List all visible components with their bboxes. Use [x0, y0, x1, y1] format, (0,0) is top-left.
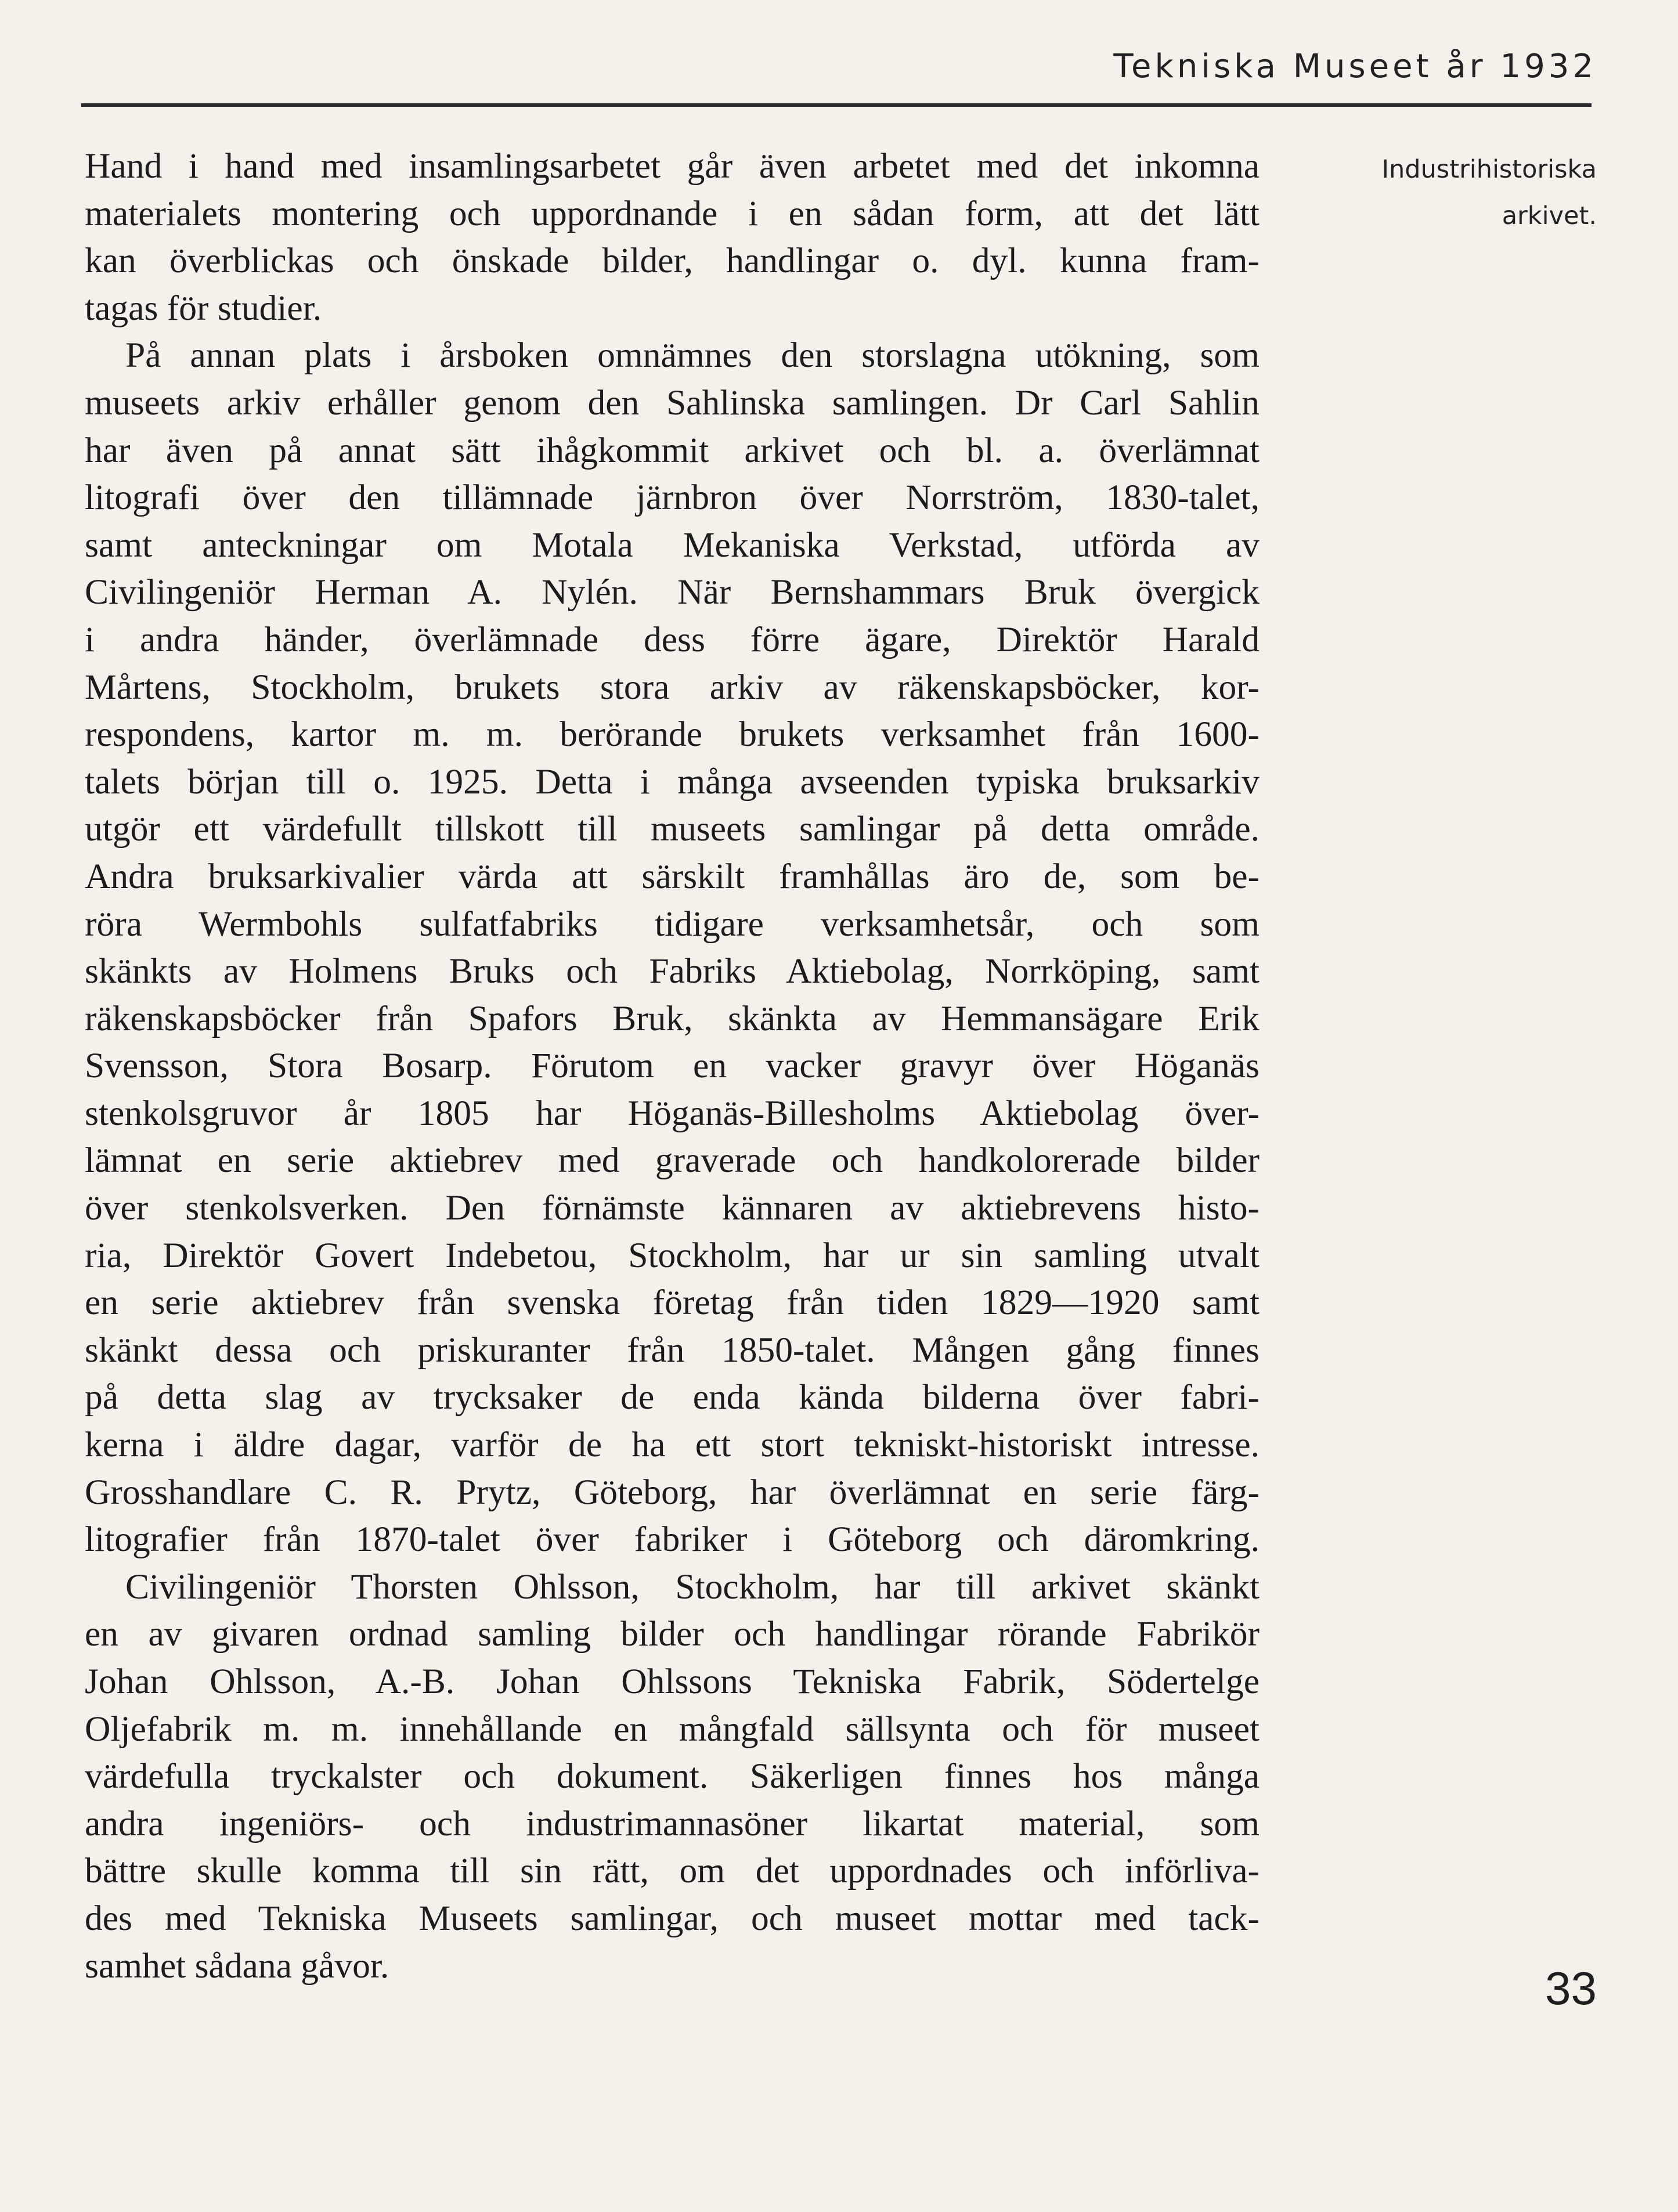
text-line: Andra bruksarkivalier värda att särskilt framhållas äro de, som be- — [85, 856, 1260, 896]
text-line: des med Tekniska Museets samlingar, och museet mottar med tack- — [85, 1898, 1260, 1938]
text-line: materialets montering och uppordnande i en sådan form, att det lätt — [85, 193, 1260, 233]
text-line: skänkt dessa och priskuranter från 1850-talet. Mången gång finnes — [85, 1330, 1260, 1370]
margin-note — [1330, 146, 1597, 239]
text-line: talets början till o. 1925. Detta i många avseenden typiska bruksarkiv — [85, 762, 1260, 802]
text-line: Hand i hand med insamlingsarbetet går även arbetet med det inkomna — [85, 146, 1260, 186]
text-line: utgör ett värdefullt tillskott till museets samlingar på detta område. — [85, 809, 1260, 849]
text-line: Civilingeniör Thorsten Ohlsson, Stockholm, har till arkivet skänkt — [125, 1567, 1260, 1607]
text-line: litografi över den tillämnade järnbron över Norrström, 1830-talet, — [85, 478, 1260, 518]
header-rule — [81, 103, 1592, 107]
text-line: skänkts av Holmens Bruks och Fabriks Aktiebolag, Norrköping, samt — [85, 951, 1260, 991]
text-line: samhet sådana gåvor. — [85, 1946, 389, 1986]
text-line: litografier från 1870-talet över fabriker i Göteborg och däromkring. — [85, 1520, 1260, 1560]
text-line: samt anteckningar om Motala Mekaniska Verkstad, utförda av — [85, 525, 1260, 565]
text-line: på detta slag av trycksaker de enda kända bilderna över fabri- — [85, 1377, 1260, 1417]
body-text — [85, 143, 1260, 1990]
text-line: över stenkolsverken. Den förnämste kännaren av aktiebrevens histo- — [85, 1188, 1260, 1228]
text-line: bättre skulle komma till sin rätt, om det uppordnades och införliva- — [85, 1851, 1260, 1891]
text-line: respondens, kartor m. m. berörande brukets verksamhet från 1600- — [85, 715, 1260, 755]
text-line: andra ingeniörs- och industrimannasöner likartat material, som — [85, 1803, 1260, 1843]
text-line: röra Wermbohls sulfatfabriks tidigare verksamhetsår, och som — [85, 904, 1260, 944]
text-line: lämnat en serie aktiebrev med graverade och handkolorerade bilder — [85, 1141, 1260, 1181]
text-line: Mårtens, Stockholm, brukets stora arkiv av räkenskapsböcker, kor- — [85, 667, 1260, 707]
running-head: Tekniska Museet år 1932 — [1113, 48, 1597, 85]
text-line: i andra händer, överlämnade dess förre ägare, Direktör Harald — [85, 619, 1260, 659]
text-line: På annan plats i årsboken omnämnes den storslagna utökning, som — [125, 335, 1260, 376]
margin-note-line: Industrihistoriska — [1381, 155, 1597, 184]
page-number: 33 — [1545, 1962, 1597, 2014]
text-line: värdefulla tryckalster och dokument. Säkerligen finnes hos många — [85, 1756, 1260, 1796]
margin-note-line: arkivet. — [1502, 201, 1597, 230]
text-line: har även på annat sätt ihågkommit arkivet och bl. a. överlämnat — [85, 430, 1260, 470]
text-line: Svensson, Stora Bosarp. Förutom en vacker gravyr över Höganäs — [85, 1046, 1260, 1086]
text-line: en av givaren ordnad samling bilder och handlingar rörande Fabrikör — [85, 1614, 1260, 1654]
text-line: Civilingeniör Herman A. Nylén. När Bernshammars Bruk övergick — [85, 572, 1260, 612]
text-line: stenkolsgruvor år 1805 har Höganäs-Billesholms Aktiebolag över- — [85, 1093, 1260, 1133]
text-line: kerna i äldre dagar, varför de ha ett stort tekniskt-historiskt intresse. — [85, 1425, 1260, 1465]
text-line: en serie aktiebrev från svenska företag från tiden 1829—1920 samt — [85, 1283, 1260, 1323]
text-line: ria, Direktör Govert Indebetou, Stockholm, har ur sin samling utvalt — [85, 1235, 1260, 1275]
text-line: räkenskapsböcker från Spafors Bruk, skänkta av Hemmansägare Erik — [85, 998, 1260, 1038]
text-line: Oljefabrik m. m. innehållande en mångfald sällsynta och för museet — [85, 1709, 1260, 1749]
text-line: kan överblickas och önskade bilder, handlingar o. dyl. kunna fram- — [85, 241, 1260, 281]
text-line: museets arkiv erhåller genom den Sahlinska samlingen. Dr Carl Sahlin — [85, 383, 1260, 423]
text-line: Grosshandlare C. R. Prytz, Göteborg, har överlämnat en serie färg- — [85, 1472, 1260, 1512]
text-line: Johan Ohlsson, A.-B. Johan Ohlssons Tekniska Fabrik, Södertelge — [85, 1662, 1260, 1701]
text-line: tagas för studier. — [85, 288, 322, 328]
